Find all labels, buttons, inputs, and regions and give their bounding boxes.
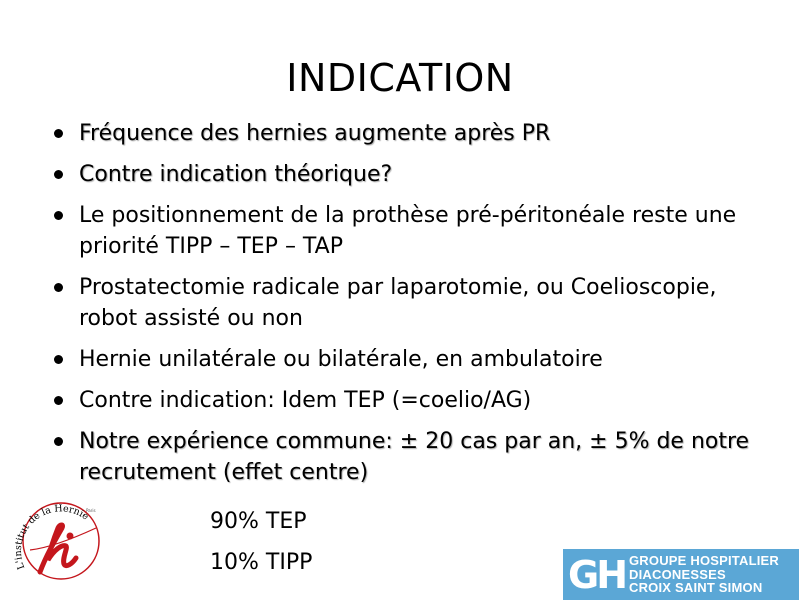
- gh-mark: GH: [568, 553, 625, 597]
- bullet-list: [52, 118, 772, 498]
- bullet-text: Hernie unilatérale ou bilatérale, en ambulatoire: [79, 347, 603, 372]
- bullet-item: [52, 385, 772, 416]
- bullet-item: [52, 118, 772, 149]
- gh-line: GROUPE HOSPITALIER: [629, 553, 779, 568]
- gh-text: [629, 554, 779, 595]
- gh-line: CROIX SAINT SIMON: [629, 580, 763, 595]
- bullet-text: Contre indication: Idem TEP (=coelio/AG): [79, 388, 532, 413]
- gh-line: DIACONESSES: [629, 566, 726, 582]
- bullet-text: Contre indication théorique?: [79, 162, 393, 187]
- svg-text:Paris: Paris: [86, 508, 96, 513]
- bullet-icon: [54, 437, 63, 446]
- bullet-icon: [54, 396, 63, 405]
- sub-item-tipp: 10% TIPP: [210, 550, 313, 575]
- bullet-icon: [54, 170, 63, 179]
- slide-title: INDICATION: [286, 56, 514, 100]
- institut-hernie-logo: [8, 488, 112, 592]
- bullet-item: [52, 159, 772, 190]
- sub-item-tep: 90% TEP: [210, 509, 307, 534]
- bullet-text: Fréquence des hernies augmente après PR: [79, 121, 551, 146]
- bullet-text: Le positionnement de la prothèse pré-péritonéale reste une priorité TIPP – TEP – TAP: [79, 203, 737, 259]
- bullet-item: [52, 426, 772, 488]
- bullet-icon: [54, 211, 63, 220]
- svg-text:L'institut de la Hernie: L'institut de la Hernie: [12, 503, 91, 571]
- groupe-hospitalier-logo: [563, 549, 799, 600]
- bullet-icon: [54, 129, 63, 138]
- bullet-text: Prostatectomie radicale par laparotomie, ou Coelioscopie, robot assisté ou non: [79, 275, 717, 331]
- bullet-item: [52, 200, 772, 262]
- bullet-item: [52, 344, 772, 375]
- bullet-item: [52, 272, 772, 334]
- bullet-text: Notre expérience commune: ± 20 cas par an, ± 5% de notre recrutement (effet centre): [79, 429, 750, 485]
- bullet-icon: [54, 355, 63, 364]
- bullet-icon: [54, 283, 63, 292]
